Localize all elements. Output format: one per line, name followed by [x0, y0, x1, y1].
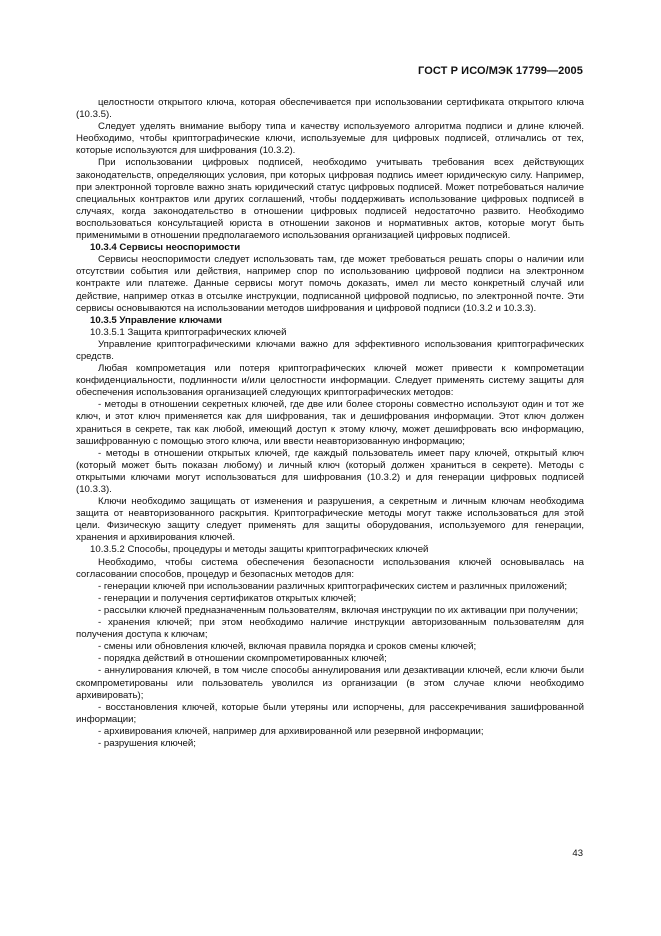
section-heading: 10.3.4 Сервисы неоспоримости [90, 242, 241, 254]
body-paragraph: Следует уделять внимание выбору типа и качеству используемого алгоритма подписи и длине ключей. Необходимо, чтобы криптографические ключи, используемые для цифровых подписей, отличались от тех, которые используются для шифрования (10.3.2). [76, 121, 584, 157]
list-item: - хранения ключей; при этом необходимо наличие инструкции авторизованным пользователям для получения доступа к ключам; [76, 617, 584, 641]
body-paragraph: Ключи необходимо защищать от изменения и разрушения, а секретным и личным ключам необходима защита от неавторизованного раскрытия. Криптографические методы могут также использоваться для этой цели. Физическую защиту следует применять для защиты оборудования, используемого для генерации, хранения и архивирования ключей. [76, 496, 584, 544]
subsection-heading: 10.3.5.1 Защита криптографических ключей [90, 326, 287, 338]
body-paragraph: При использовании цифровых подписей, необходимо учитывать требования всех действующих законодательств, определяющих условия, при которых цифровая подпись имеет юридическую силу. Например, при электронной торговле важно знать юридический статус цифровых подписей. Может потребоваться наличие специальных контрактов или других соглашений, чтобы поддерживать использование цифровых подписей в случаях, когда законодательство в отношении цифровых подписей недостаточно развито. Необходимо воспользоваться консультацией юриста в отношении законов и нормативных актов, которые могут быть применимыми в отношении предполагаемого использования организацией цифровых подписей. [76, 157, 584, 242]
body-paragraph: целостности открытого ключа, которая обеспечивается при использовании сертификата открытого ключа (10.3.5). [76, 97, 584, 121]
list-item: - архивирования ключей, например для архивированной или резервной информации; [98, 725, 484, 737]
page-number: 43 [572, 848, 583, 859]
list-item: - генерации ключей при использовании различных криптографических систем и различных приложений; [98, 580, 568, 592]
list-item: - смены или обновления ключей, включая правила порядка и сроков смены ключей; [98, 641, 477, 653]
list-item: - порядка действий в отношении скомпрометированных ключей; [98, 653, 387, 665]
list-item: - восстановления ключей, которые были утеряны или испорчены, для рассекречивания зашифрованной информации; [76, 701, 584, 725]
list-item: - генерации и получения сертификатов открытых ключей; [98, 592, 357, 604]
subsection-heading: 10.3.5.2 Способы, процедуры и методы защиты криптографических ключей [90, 544, 429, 556]
body-paragraph: Необходимо, чтобы система обеспечения безопасности использования ключей основывалась на согласовании способов, процедур и безопасных методов для: [76, 556, 584, 580]
section-heading: 10.3.5 Управление ключами [90, 314, 222, 326]
standard-header: ГОСТ Р ИСО/МЭК 17799—2005 [418, 65, 583, 77]
list-item: - рассылки ключей предназначенным пользователям, включая инструкции по их активации при получении; [98, 604, 579, 616]
body-paragraph: Сервисы неоспоримости следует использовать там, где может требоваться решать споры о наличии или отсутствии события или действия, например спор по использованию цифровой подписи на электронном контракте или платеже. Данные сервисы могут помочь доказать, имел ли место конкретный случай или действие, например отказ в отсылке инструкции, подписанной цифровой подписью, по электронной почте. Эти сервисы основываются на использовании методов шифрования и цифровой подписи (10.3.2 и 10.3.3). [76, 254, 584, 314]
list-item: - методы в отношении открытых ключей, где каждый пользователь имеет пару ключей, открытый ключ (который может быть показан любому) и личный ключ (который должен храниться в секрете). Методы с открытыми ключами могут использоваться для шифрования (10.3.2) и для генерации цифровых подписей (10.3.3). [76, 447, 584, 495]
body-paragraph: Любая компрометация или потеря криптографических ключей может привести к компрометации конфиденциальности, подлинности и/или целостности информации. Следует применять систему защиты для обеспечения использования организацией следующих криптографических методов: [76, 363, 584, 399]
list-item: - аннулирования ключей, в том числе способы аннулирования или дезактивации ключей, если ключи были скомпрометированы или пользователь уволился из организации (в этом случае ключи необходимо архивировать); [76, 665, 584, 701]
list-item: - разрушения ключей; [98, 737, 196, 749]
body-paragraph: Управление криптографическими ключами важно для эффективного использования криптографических средств. [76, 338, 584, 362]
document-body [76, 97, 584, 750]
list-item: - методы в отношении секретных ключей, где две или более стороны совместно используют один и тот же ключ, и этот ключ применяется как для шифрования, так и дешифрования информации. Этот ключ должен храниться в секрете, так как любой, имеющий доступ к этому ключу, может дешифровать всю информацию, зашифрованную с помощью этого ключа, или ввести неавторизованную информацию; [76, 399, 584, 447]
